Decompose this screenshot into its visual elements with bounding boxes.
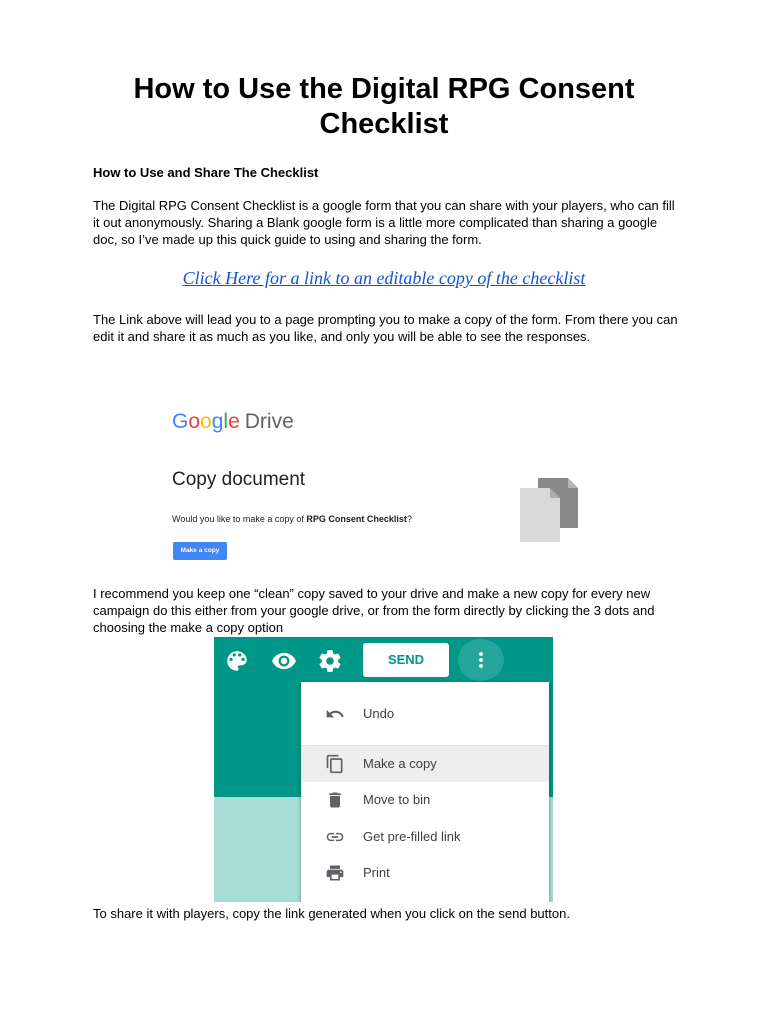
logo-letter: g [211, 410, 224, 433]
more-options-menu [301, 682, 549, 902]
recommendation-paragraph: I recommend you keep one “clean” copy saved to your drive and make a new copy for every new campaign do this either from your google drive, or from the form directly by clicking the 3 dots and choosing the make a copy option [93, 586, 655, 635]
make-a-copy-button[interactable]: Make a copy [173, 542, 227, 560]
menu-item-make-a-copy[interactable] [301, 746, 549, 782]
logo-product: Drive [244, 410, 294, 433]
copy-icon [325, 754, 345, 774]
menu-item-label: Move to bin [363, 792, 431, 807]
menu-item-label: Make a copy [363, 756, 437, 771]
gear-icon[interactable] [317, 648, 343, 674]
link-explanation-paragraph: The Link above will lead you to a page prompting you to make a copy of the form. From there you can edit it and share it as much as you like, and only you will be able to see the responses. [93, 312, 678, 344]
logo-letter: o [188, 410, 201, 433]
copy-question [172, 514, 412, 524]
menu-item-label: Undo [363, 706, 395, 721]
palette-icon[interactable] [224, 648, 250, 674]
question-prefix: Would you like to make a copy of [172, 514, 307, 524]
intro-paragraph: The Digital RPG Consent Checklist is a google form that you can share with your players, who can fill it out anonymously. Sharing a Blank google form is a little more complicated than sharing a google doc, so I’ve made up this quick guide to using and sharing the form. [93, 198, 675, 247]
link-icon [325, 827, 345, 847]
google-drive-screenshot [160, 400, 600, 570]
logo-letter: e [228, 410, 240, 433]
editable-copy-link[interactable]: Click Here for a link to an editable copy of the checklist [182, 268, 586, 288]
eye-icon[interactable] [271, 648, 297, 674]
send-button[interactable]: SEND [363, 643, 449, 677]
three-dots-vertical-icon [469, 648, 493, 672]
google-drive-logo [172, 410, 294, 434]
menu-item-pre-filled-link[interactable] [301, 819, 549, 855]
page-title: How to Use the Digital RPG Consent Checklist [133, 73, 635, 140]
document-copy-icon [518, 474, 580, 544]
menu-item-label: Get pre-filled link [363, 829, 461, 844]
print-icon [325, 863, 345, 883]
menu-item-undo[interactable] [301, 696, 549, 732]
menu-item-move-to-bin[interactable] [301, 782, 549, 818]
more-options-button[interactable] [458, 639, 504, 681]
logo-letter: l [223, 410, 229, 433]
trash-icon [325, 790, 345, 810]
menu-item-print[interactable] [301, 855, 549, 891]
menu-item-label: Print [363, 865, 390, 880]
logo-letter: G [172, 410, 189, 433]
google-forms-screenshot [214, 637, 553, 902]
question-suffix: ? [406, 514, 412, 524]
undo-icon [325, 704, 345, 724]
copy-document-heading: Copy document [172, 469, 306, 490]
share-instructions-paragraph: To share it with players, copy the link generated when you click on the send button. [93, 906, 570, 921]
logo-letter: o [200, 410, 212, 433]
section-subheading: How to Use and Share The Checklist [93, 165, 319, 180]
question-doc-name: RPG Consent Checklist [306, 514, 407, 524]
